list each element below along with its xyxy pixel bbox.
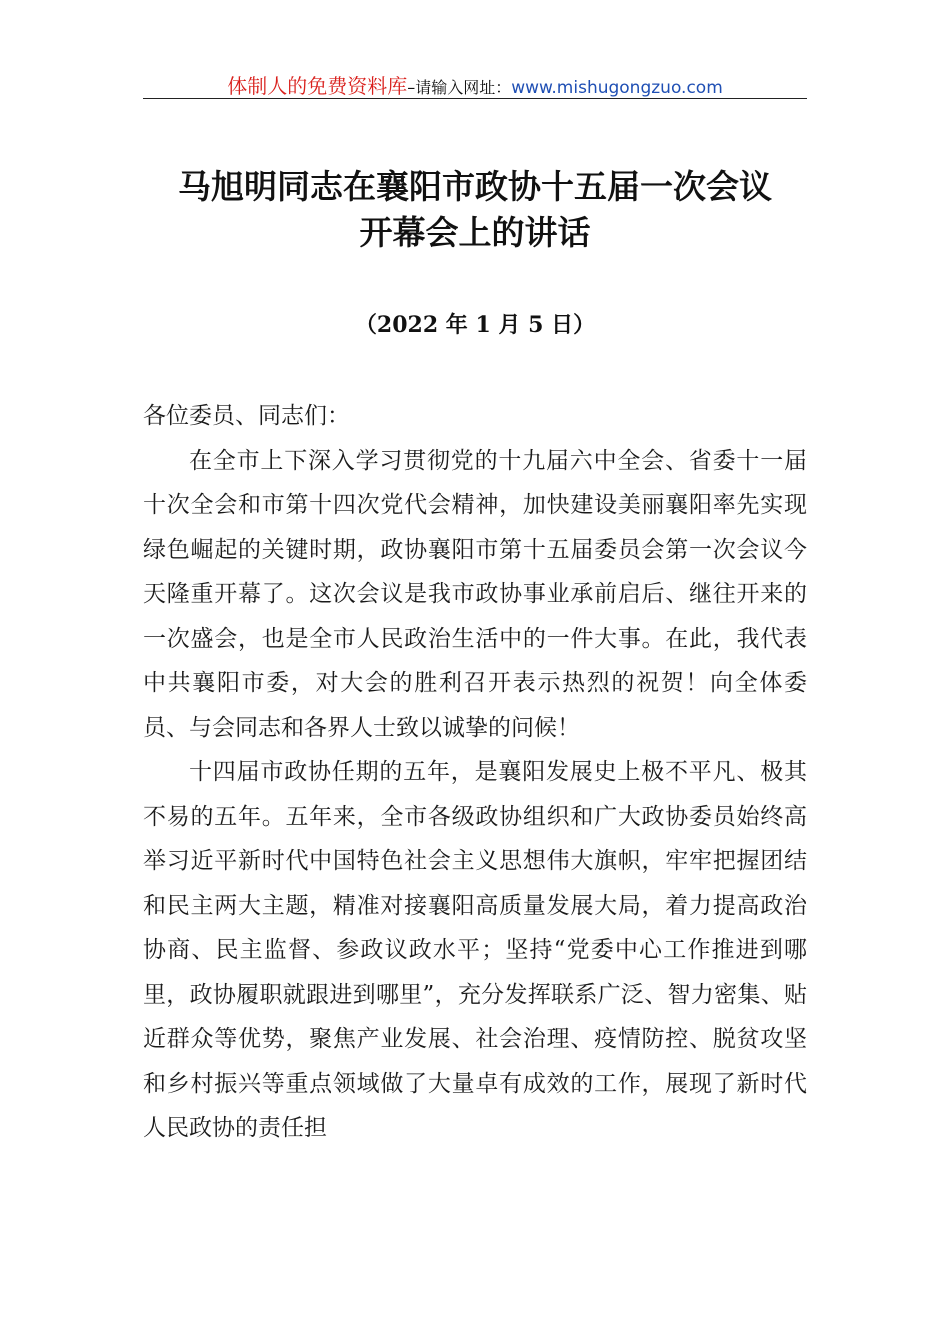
header-prompt: –请输入网址：: [407, 78, 512, 97]
document-title: [100, 164, 850, 256]
header-url-link[interactable]: www.mishugongzuo.com: [511, 78, 723, 98]
document-date: （2022 年 1 月 5 日）: [354, 312, 596, 338]
page-header: [143, 70, 807, 99]
document-body: [143, 394, 807, 1151]
paragraph: 在全市上下深入学习贯彻党的十九届六中全会、省委十一届十次全会和市第十四次党代会精神，加快建设美丽襄阳率先实现绿色崛起的关键时期，政协襄阳市第十五届委员会第一次会议今天隆重开幕了。这次会议是我市政协事业承前启后、继往开来的一次盛会，也是全市人民政治生活中的一件大事。在此，我代表中共襄阳市委，对大会的胜利召开表示热烈的祝贺！向全体委员、与会同志和各界人士致以诚挚的问候！: [143, 447, 807, 741]
header-brand: 体制人的免费资料库: [227, 74, 408, 98]
paragraph: 十四届市政协任期的五年，是襄阳发展史上极不平凡、极其不易的五年。五年来，全市各级政协组织和广大政协委员始终高举习近平新时代中国特色社会主义思想伟大旗帜，牢牢把握团结和民主两大主题，精准对接襄阳高质量发展大局，着力提高政治协商、民主监督、参政议政水平；坚持“党委中心工作推进到哪里，政协履职就跟进到哪里”，充分发挥联系广泛、智力密集、贴近群众等优势，聚焦产业发展、社会治理、疫情防控、脱贫攻坚和乡村振兴等重点领域做了大量卓有成效的工作，展现了新时代人民政协的责任担: [143, 759, 807, 1141]
title-line-2: 开幕会上的讲话: [359, 213, 591, 252]
title-line-1: 马旭明同志在襄阳市政协十五届一次会议: [178, 167, 772, 206]
header-divider: [143, 98, 807, 99]
salutation: 各位委员、同志们：: [143, 403, 350, 429]
